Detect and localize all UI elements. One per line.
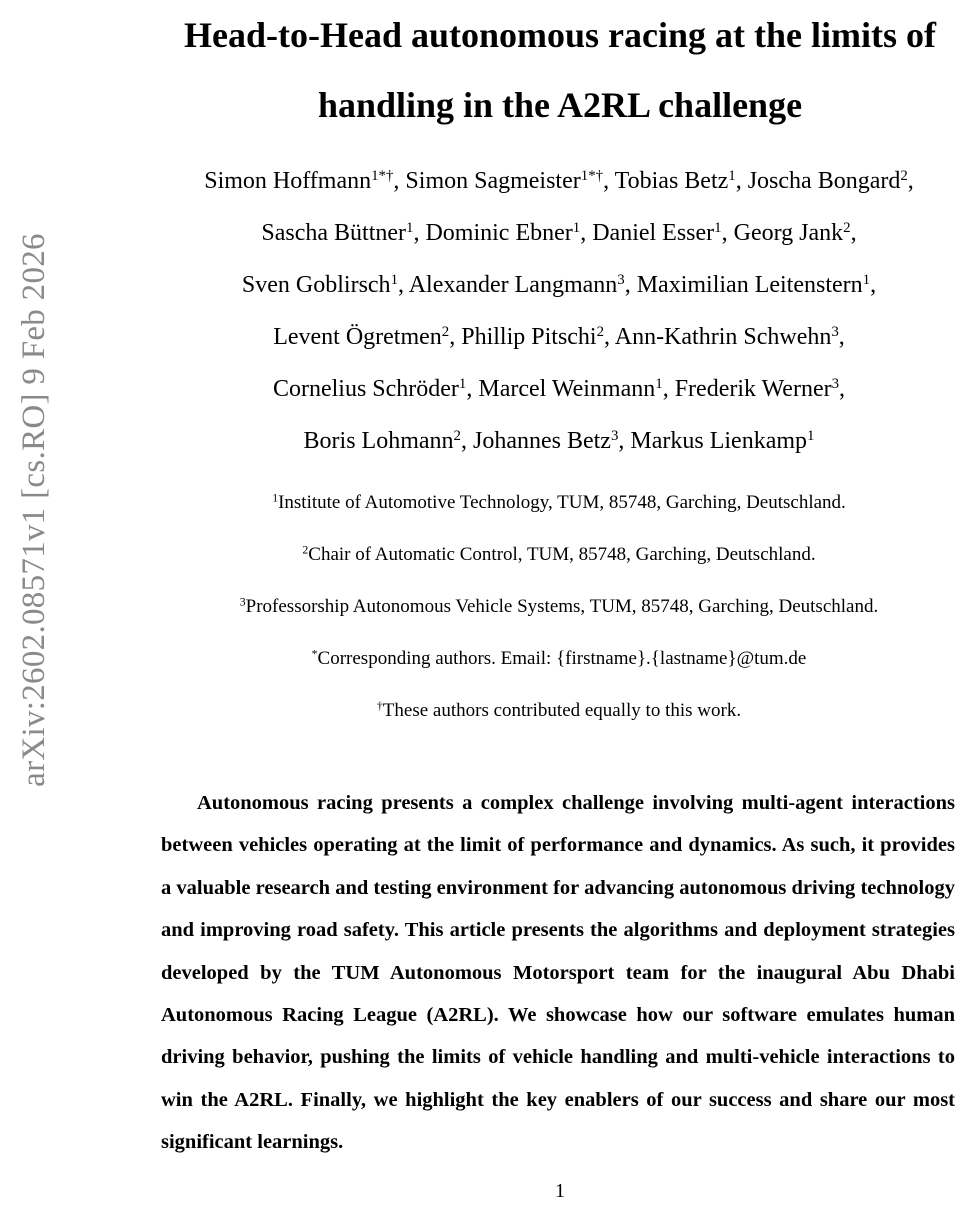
- author-line: Simon Hoffmann$^{1*\dagger}$, Simon Sagmeister$^{1*\dagger}$, Tobias Betz$^1$, Joscha Bongard$^2$,: [204, 167, 914, 194]
- author-affiliation-mark: 2: [843, 219, 851, 236]
- author-name: Frederik Werner: [674, 376, 832, 402]
- author-name: Marcel Weinmann: [478, 376, 656, 402]
- author-name: Dominic Ebner: [425, 220, 573, 246]
- author-list: [120, 155, 979, 467]
- note-mark: *: [311, 647, 318, 661]
- author-affiliation-mark: 1*†: [371, 167, 394, 184]
- affiliations: [120, 477, 979, 737]
- corresponding-note: [120, 633, 979, 685]
- author-name: Levent Ögretmen: [273, 324, 442, 350]
- author-affiliation-mark: 3: [610, 427, 619, 444]
- arxiv-identifier-stamp: arXiv:2602.08571v1 [cs.RO] 9 Feb 2026: [16, 233, 52, 787]
- author-affiliation-mark: 2: [596, 323, 605, 340]
- author-affiliation-mark: 1: [572, 219, 581, 236]
- author-name: Georg Jank: [733, 220, 844, 246]
- title-line: handling in the A2RL challenge: [317, 85, 803, 125]
- author-affiliation-mark: 1: [728, 167, 736, 184]
- author-line: Sascha Büttner$^1$, Dominic Ebner$^1$, Daniel Esser$^1$, Georg Jank$^2$,: [261, 219, 857, 246]
- author-affiliation-mark: 2: [900, 167, 908, 184]
- author-name: Maximilian Leitenstern: [636, 272, 863, 298]
- author-affiliation-mark: 3: [617, 271, 625, 288]
- author-affiliation-mark: 1*†: [580, 167, 604, 184]
- note-text: Corresponding authors. Email: {firstname}.{lastname}@tum.de: [317, 648, 807, 669]
- affiliation-mark: 1: [272, 491, 279, 505]
- author-name: Phillip Pitschi: [461, 324, 597, 350]
- affiliation: [120, 477, 979, 529]
- author-affiliation-mark: 1: [655, 375, 663, 392]
- author-affiliation-mark: 2: [441, 323, 450, 340]
- author-affiliation-mark: 1: [390, 271, 398, 288]
- author-name: Sascha Büttner: [261, 220, 407, 246]
- equal-contribution-note: [120, 685, 979, 737]
- abstract: Autonomous racing presents a complex challenge involving multi-agent interactions between vehicles operating at the limit of performance and dynamics. As such, it provides a valuable research and testing environment for advancing autonomous driving technology and improving road safety. This article presents the algorithms and deployment strategies developed by the TUM Autonomous Motorsport team for the inaugural Abu Dhabi Autonomous Racing League (A2RL). We showcase how our software emulates human driving behavior, pushing the limits of vehicle handling and multi-vehicle interactions to win the A2RL. Finally, we highlight the key enablers of our success and share our most significant learnings.: [161, 792, 955, 1154]
- author-affiliation-mark: 2: [453, 427, 461, 444]
- author-name: Cornelius Schröder: [272, 376, 459, 402]
- author-name: Boris Lohmann: [303, 428, 454, 454]
- note-text: These authors contributed equally to this work.: [382, 700, 742, 721]
- author-name: Markus Lienkamp: [630, 428, 808, 454]
- title-line: Head-to-Head autonomous racing at the limits of: [184, 15, 936, 55]
- author-affiliation-mark: 1: [862, 271, 871, 288]
- affiliation: [120, 529, 979, 581]
- author-affiliation-mark: 1: [458, 375, 467, 392]
- author-name: Daniel Esser: [592, 220, 715, 246]
- affiliation-mark: 2: [302, 543, 309, 557]
- author-affiliation-mark: 1: [714, 219, 722, 236]
- author-name: Johannes Betz: [472, 428, 611, 454]
- author-affiliation-mark: 3: [831, 375, 840, 392]
- author-affiliation-mark: 1: [807, 427, 815, 444]
- paper-title: [120, 0, 979, 140]
- affiliation: [120, 581, 979, 633]
- author-name: Ann-Kathrin Schwehn: [614, 324, 832, 350]
- affiliation-text: Professorship Autonomous Vehicle Systems, TUM, 85748, Garching, Deutschland.: [245, 596, 879, 617]
- affiliation-text: Chair of Automatic Control, TUM, 85748, Garching, Deutschland.: [308, 544, 816, 565]
- author-line: Sven Goblirsch$^1$, Alexander Langmann$^3$, Maximilian Leitenstern$^1$,: [241, 271, 877, 298]
- note-mark: †: [376, 699, 383, 713]
- author-name: Sven Goblirsch: [241, 272, 391, 298]
- affiliation-mark: 3: [239, 595, 246, 609]
- author-affiliation-mark: 1: [406, 219, 414, 236]
- author-line: Boris Lohmann$^2$, Johannes Betz$^3$, Markus Lienkamp$^1$: [303, 427, 815, 454]
- author-name: Alexander Langmann: [408, 272, 618, 298]
- author-name: Simon Hoffmann: [204, 168, 372, 194]
- affiliation-text: Institute of Automotive Technology, TUM, 85748, Garching, Deutschland.: [278, 492, 846, 513]
- author-line: Cornelius Schröder$^1$, Marcel Weinmann$^1$, Frederik Werner$^3$,: [272, 375, 846, 402]
- author-line: Levent Ögretmen$^2$, Phillip Pitschi$^2$, Ann-Kathrin Schwehn$^3$,: [273, 323, 845, 350]
- author-name: Joscha Bongard: [747, 168, 901, 194]
- author-name: Simon Sagmeister: [405, 168, 581, 194]
- page-number: 1: [555, 1180, 565, 1202]
- author-name: Tobias Betz: [614, 168, 729, 194]
- author-affiliation-mark: 3: [831, 323, 839, 340]
